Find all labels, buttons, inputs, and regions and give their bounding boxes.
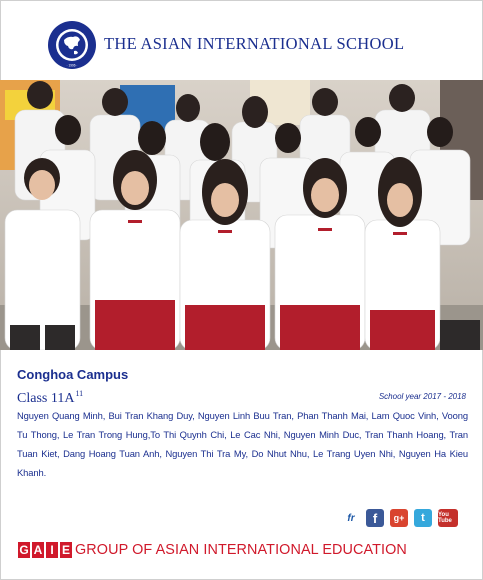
footer-letter-g: G [19,543,29,557]
header [0,0,483,76]
youtube-icon[interactable]: You Tube [438,509,458,527]
school-logo [47,20,97,70]
footer-brand [18,540,407,560]
footer-letter-a: A [33,543,43,557]
logo-year: · 1996 · [66,63,78,68]
class-photo [0,80,483,350]
social-links [342,509,458,527]
class-name: Class 11A [17,391,75,406]
school-year: School year 2017 - 2018 [378,392,466,401]
twitter-icon[interactable]: t [414,509,432,527]
class-label [17,389,83,407]
campus-title: Conghoa Campus [17,367,129,382]
school-name: THE ASIAN INTERNATIONAL SCHOOL [104,34,405,53]
facebook-icon[interactable]: f [366,509,384,527]
footer-letter-e: E [61,543,70,557]
footer-letter-i: I [46,542,58,558]
googleplus-icon[interactable]: g+ [390,509,408,527]
footer-text: GROUP OF ASIAN INTERNATIONAL EDUCATION [75,542,407,558]
class-superscript: 11 [75,389,84,398]
fr-icon[interactable]: fr [342,509,360,527]
student-names: Nguyen Quang Minh, Bui Tran Khang Duy, Nguyen Linh Buu Tran, Phan Thanh Mai, Lam Quoc Vinh, Voong Tu Thong, Le Tran Trong Hung,To Thi Quynh Chi, Le Cac Nhi, Nguyen Minh Duc, Tran Thanh Hoang, Tran Tuan Kiet, Dang Hoang Tuan Anh, Nguyen Thi Tra My, Do Nhut Nhu, Le Trang Uyen Nhi, Nguyen Ha Kieu Khanh. [17,410,468,478]
